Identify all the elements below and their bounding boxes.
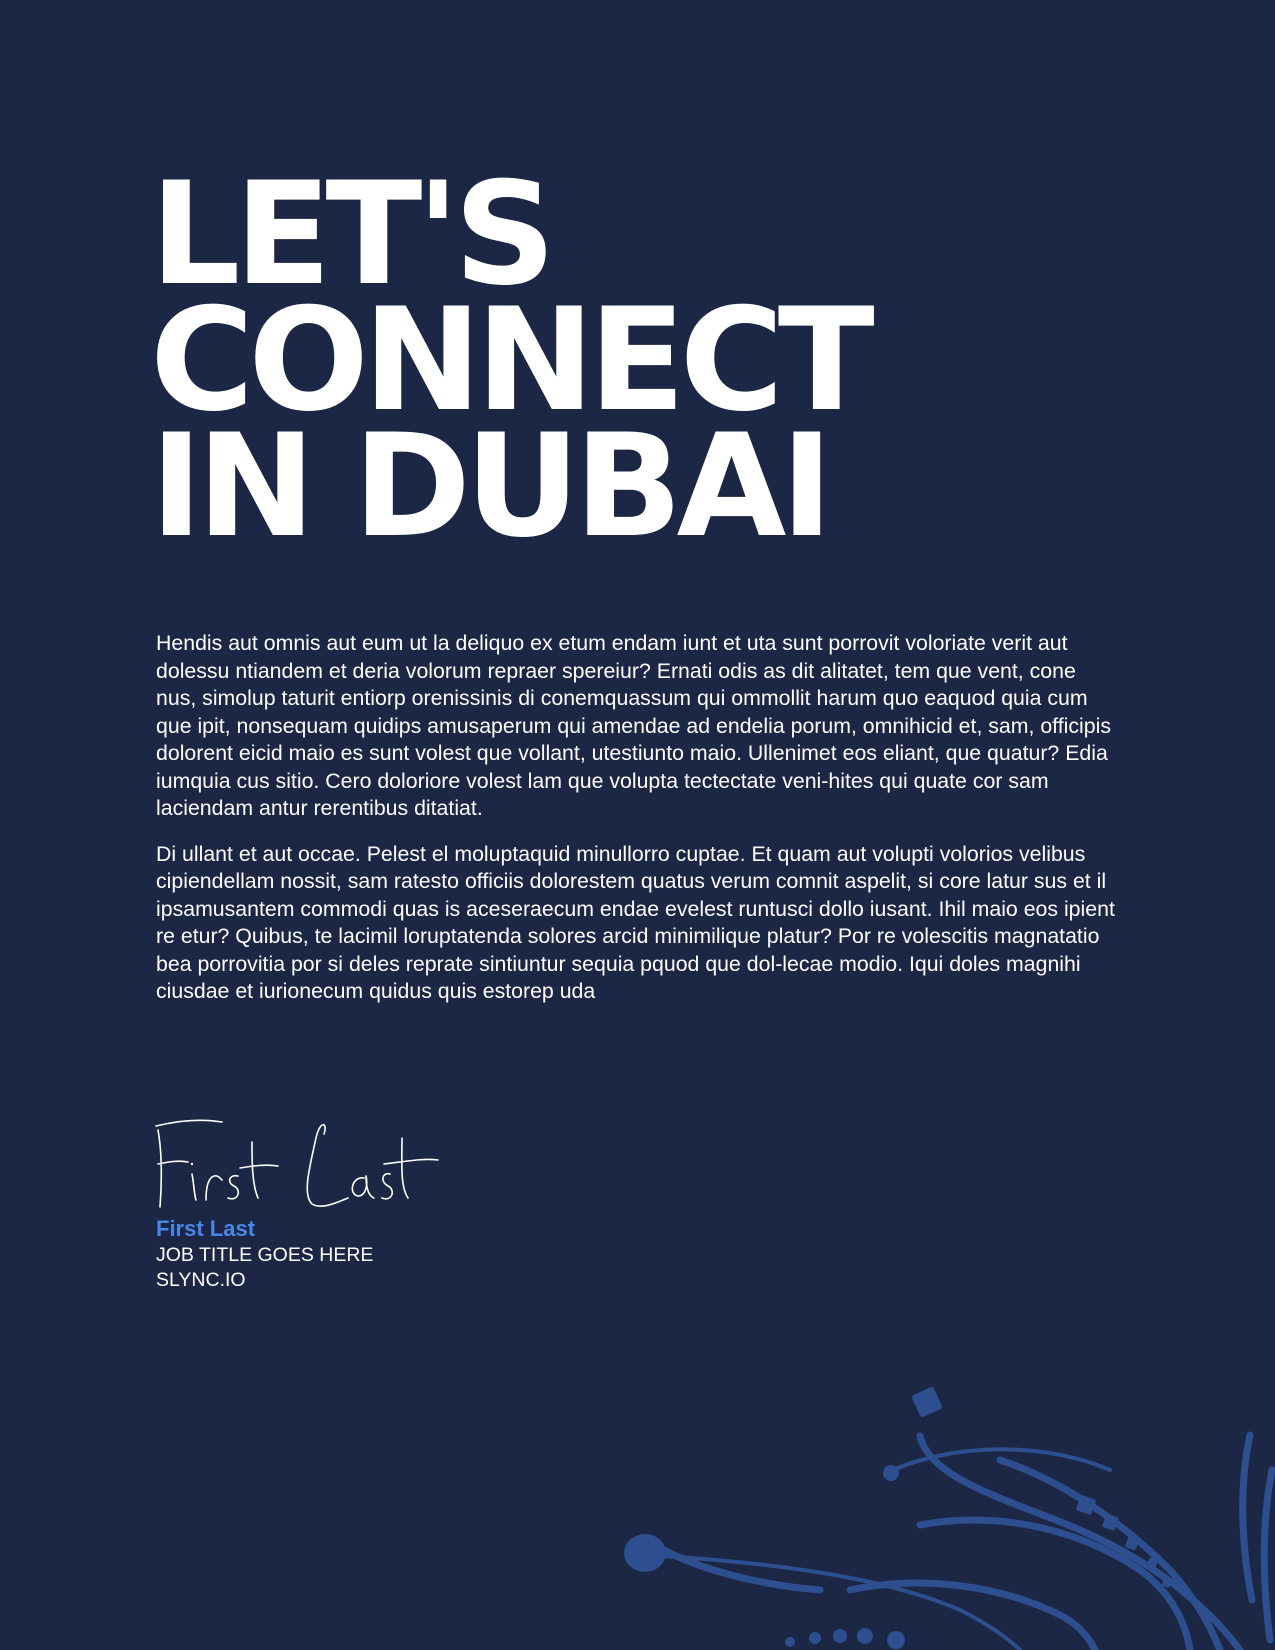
headline bbox=[150, 152, 869, 569]
abstract-wave-ornament-icon bbox=[600, 1370, 1275, 1650]
body-paragraph-2: Di ullant et aut occae. Pelest el moluptaquid minullorro cuptae. Et quam aut volupti volorios velibus cipiendellam nossit, sam ratesto officiis dolorestem quatus verum comnit aspelit, si core latur sus et il ipsamusantem commodi quas is aceseraecum endae evelest runtusci dollo iusant. Ihil maio eos ipient re etur? Quibus, te lacimil loruptatenda solores arcid minimilique platur? Por re volescitis magnatatio bea porrovitia por si deles reprate sintiuntur sequia pquod que dol-lecae modio. Iqui doles magnihi ciusdae et iurionecum quidus quis estorep uda bbox=[156, 841, 1115, 1003]
headline-line-1: LET'S bbox=[150, 152, 551, 317]
signer-job-title: JOB TITLE GOES HERE bbox=[156, 1244, 374, 1266]
body-paragraph-1: Hendis aut omnis aut eum ut la deliquo ex etum endam iunt et uta sunt porrovit voloriate verit aut dolessu ntiandem et deria volorum repraer spereiur? Ernati odis as dit alitatet, tem que vent, cone nus, simolup taturit entiorp orenissinis di conemquassum qui ommollit harum quo eaquod quia cum que ipit, nonsequam quidips amusaperum qui amendae ad endelia porum, omnihicid et, sam, officipis dolorent eicid maio es sunt volest que vollant, utestiunto maio. Ullenimet eos eliant, que quatur? Edia iumquia cus sitio. Cero doloriore volest lam que volupta tectectate veni-hites qui quate cor sam laciendam antur rerentibus ditatiat. bbox=[156, 631, 1111, 820]
body-copy bbox=[156, 630, 1116, 1024]
headline-line-2: CONNECT bbox=[150, 278, 869, 443]
headline-line-3: IN DUBAI bbox=[150, 404, 828, 569]
signer-name: First Last bbox=[156, 1216, 256, 1241]
handwritten-signature bbox=[152, 1112, 442, 1212]
signer-company: SLYNC.IO bbox=[156, 1269, 246, 1291]
